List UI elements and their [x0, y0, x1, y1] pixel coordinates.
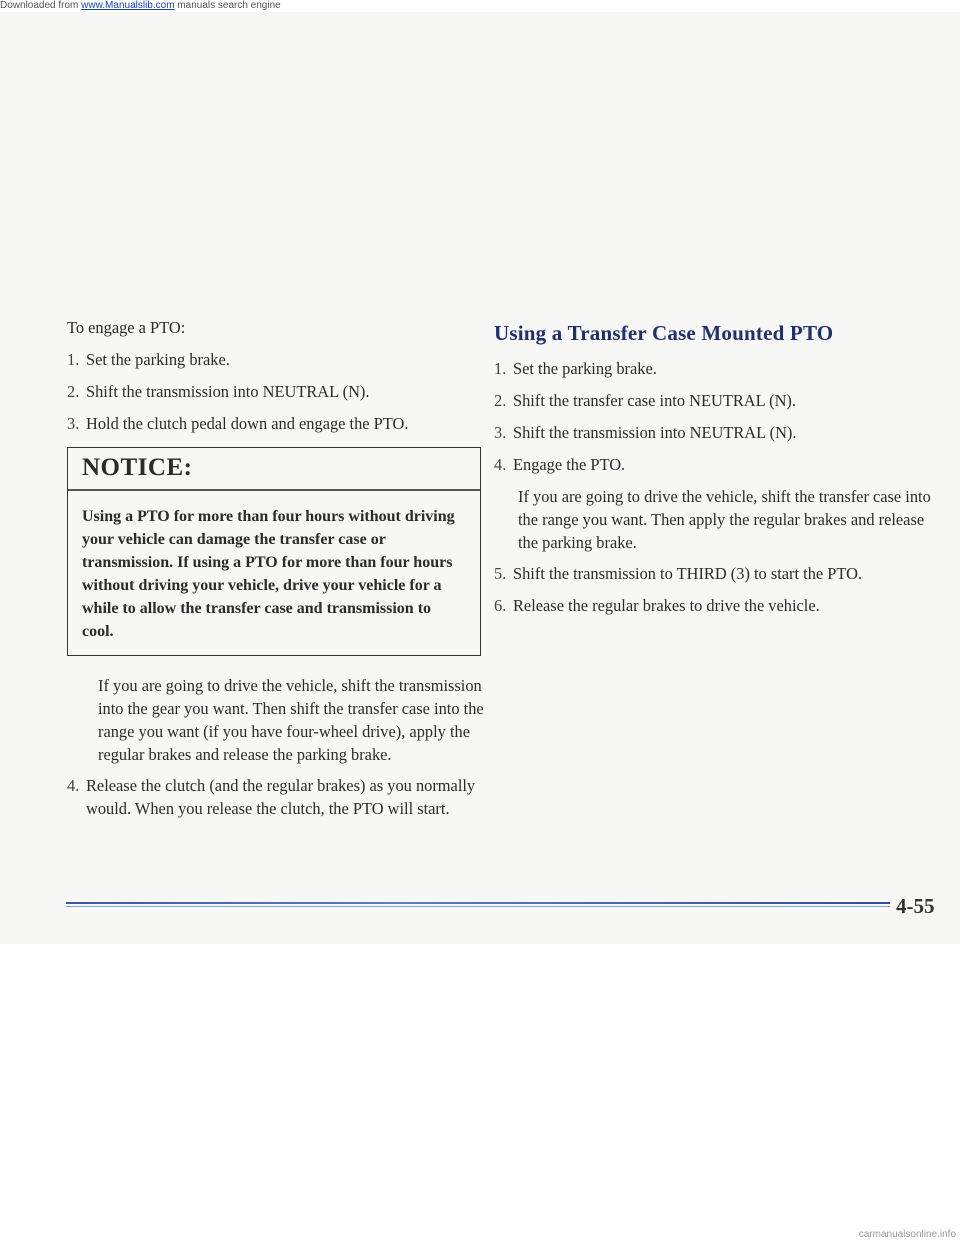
step-number: 2. [67, 382, 80, 401]
step-item [67, 774, 487, 820]
step-item [494, 389, 944, 412]
notice-box [67, 447, 481, 656]
step-text: Release the regular brakes to drive the vehicle. [513, 596, 820, 615]
step-item [67, 380, 487, 403]
watermark-text: carmanualsonline.info [858, 1229, 956, 1240]
step-text: Set the parking brake. [86, 350, 230, 369]
section-title: Using a Transfer Case Mounted PTO [494, 321, 834, 345]
page-number: 4-55 [896, 894, 935, 918]
step-number: 4. [67, 776, 80, 795]
step-number: 2. [494, 391, 507, 410]
step-number: 5. [494, 564, 507, 583]
banner-suffix: manuals search engine [174, 0, 281, 11]
step-item [67, 348, 487, 371]
step-item [494, 453, 944, 476]
step-number: 1. [494, 359, 507, 378]
step-text: Shift the transmission to THIRD (3) to start the PTO. [513, 564, 863, 583]
footer-rule [66, 902, 890, 904]
footer-rule-thin [66, 906, 890, 907]
right-column [494, 322, 944, 626]
step-number: 1. [67, 350, 80, 369]
step-number: 3. [494, 423, 507, 442]
left-column [67, 316, 487, 829]
banner-prefix: Downloaded from [0, 0, 82, 11]
step-text: Shift the transmission into NEUTRAL (N). [513, 423, 797, 442]
intro-text: To engage a PTO: [67, 318, 186, 337]
manualslib-link[interactable]: www.Manualslib.com [81, 0, 175, 11]
transfer-case-steps-continued [494, 562, 944, 617]
engage-steps-continued [67, 774, 487, 820]
notice-body: Using a PTO for more than four hours without driving your vehicle can damage the transfer case or transmission. If using a PTO for more than four hours without driving your vehicle, drive your vehicle for a while to allow the transfer case and transmission to cool. [82, 508, 455, 640]
step-number: 4. [494, 455, 507, 474]
step-text: Shift the transfer case into NEUTRAL (N). [513, 391, 796, 410]
bottom-banner [0, 1229, 960, 1242]
step-text: Shift the transmission into NEUTRAL (N). [86, 382, 370, 401]
step-item [67, 412, 487, 435]
step-number: 6. [494, 596, 507, 615]
step-number: 3. [67, 414, 80, 433]
engage-steps [67, 348, 487, 435]
notice-heading: NOTICE: [68, 448, 480, 491]
step-item [494, 594, 944, 617]
transfer-case-steps [494, 357, 944, 476]
drive-subparagraph: If you are going to drive the vehicle, shift the transfer case into the range you want. Then apply the regular brakes and release the parking brake. [518, 487, 931, 552]
drive-paragraph: If you are going to drive the vehicle, shift the transmission into the gear you want. Then shift the transfer case into the range you want (if you have four-wheel drive), apply the regular brakes and release the parking brake. [98, 676, 484, 764]
download-banner [0, 0, 960, 12]
step-text: Set the parking brake. [513, 359, 657, 378]
step-text: Hold the clutch pedal down and engage the PTO. [86, 414, 409, 433]
step-item [494, 357, 944, 380]
step-item [494, 562, 944, 585]
step-text: Release the clutch (and the regular brakes) as you normally would. When you release the clutch, the PTO will start. [86, 776, 476, 818]
step-text: Engage the PTO. [513, 455, 626, 474]
step-item [494, 421, 944, 444]
